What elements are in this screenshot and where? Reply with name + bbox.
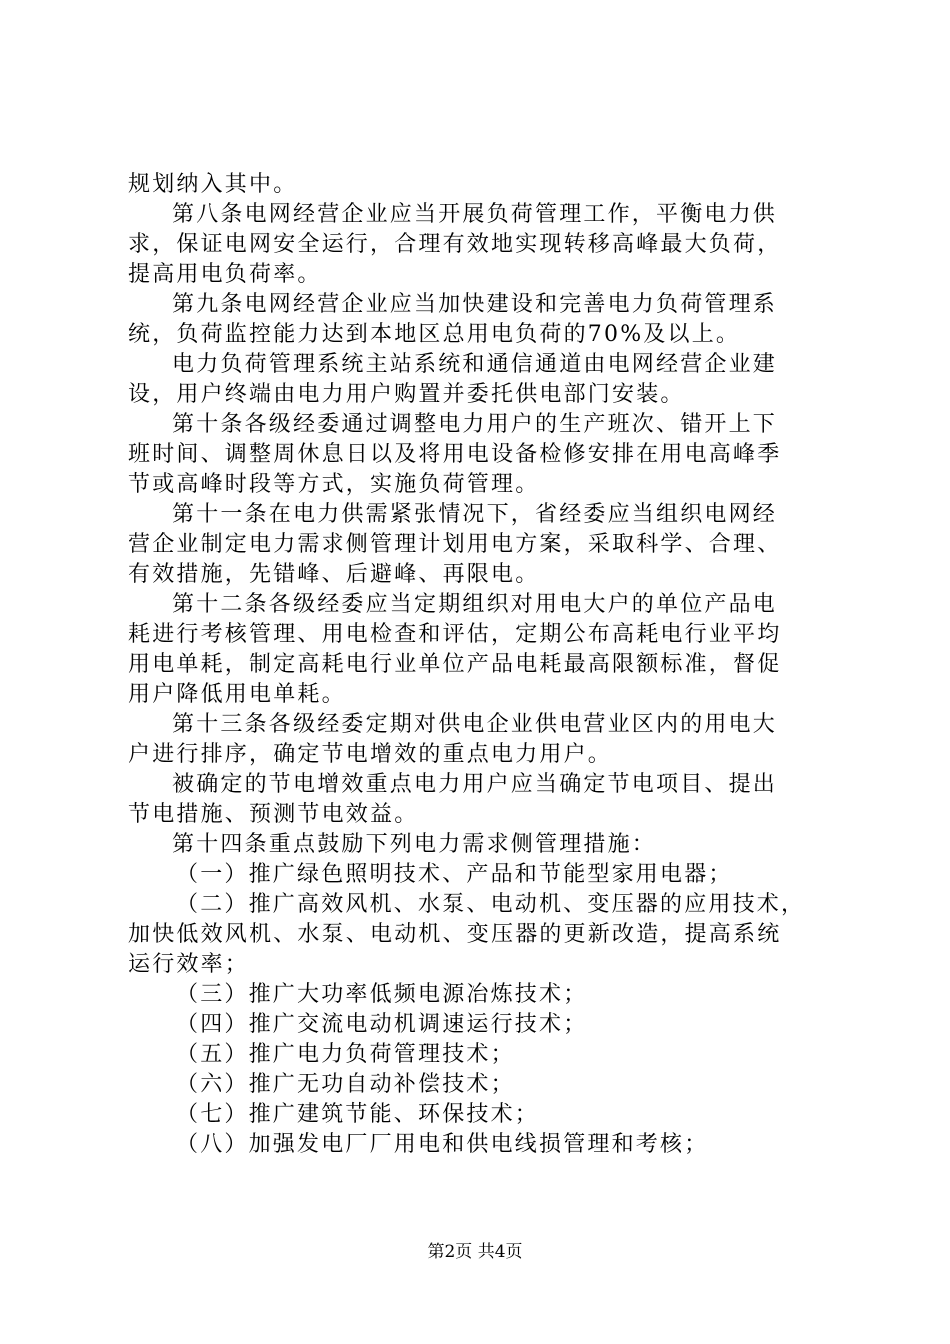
text-line: 户进行排序，确定节电增效的重点电力用户。 xyxy=(128,742,613,767)
list-item: （六）推广无功自动补偿技术； xyxy=(176,1072,515,1097)
text-line: 有效措施，先错峰、后避峰、再限电。 xyxy=(128,562,540,587)
text-line: 营企业制定电力需求侧管理计划用电方案，采取科学、合理、 xyxy=(128,532,782,557)
text-line: 第十三条各级经委定期对供电企业供电营业区内的用电大 xyxy=(172,712,778,737)
text-line: 第九条电网经营企业应当加快建设和完善电力负荷管理系 xyxy=(172,292,778,317)
list-item: （八）加强发电厂厂用电和供电线损管理和考核； xyxy=(176,1132,709,1157)
text-line: 规划纳入其中。 xyxy=(128,172,298,197)
list-item: （二）推广高效风机、水泵、电动机、变压器的应用技术， xyxy=(176,892,806,917)
document-body xyxy=(128,170,828,1160)
text-line: 第十条各级经委通过调整电力用户的生产班次、错开上下 xyxy=(172,412,778,437)
text-line: 电力负荷管理系统主站系统和通信通道由电网经营企业建 xyxy=(172,352,778,377)
text-line: 第八条电网经营企业应当开展负荷管理工作，平衡电力供 xyxy=(172,202,778,227)
text-line: 第十四条重点鼓励下列电力需求侧管理措施： xyxy=(172,832,657,857)
text-line: 运行效率； xyxy=(128,952,250,977)
list-item: （七）推广建筑节能、环保技术； xyxy=(176,1102,540,1127)
text-line: 用户降低用电单耗。 xyxy=(128,682,346,707)
text-line: 用电单耗，制定高耗电行业单位产品电耗最高限额标准，督促 xyxy=(128,652,782,677)
text-line: 加快低效风机、水泵、电动机、变压器的更新改造，提高系统 xyxy=(128,922,782,947)
list-item: （四）推广交流电动机调速运行技术； xyxy=(176,1012,588,1037)
list-item: （五）推广电力负荷管理技术； xyxy=(176,1042,515,1067)
text-line: 求，保证电网安全运行，合理有效地实现转移高峰最大负荷， xyxy=(128,232,782,257)
text-line: 节或高峰时段等方式，实施负荷管理。 xyxy=(128,472,540,497)
text-line: 设，用户终端由电力用户购置并委托供电部门安装。 xyxy=(128,382,685,407)
text-line: 统，负荷监控能力达到本地区总用电负荷的70%及以上。 xyxy=(128,322,741,347)
text-line: 耗进行考核管理、用电检查和评估，定期公布高耗电行业平均 xyxy=(128,622,782,647)
text-line: 班时间、调整周休息日以及将用电设备检修安排在用电高峰季 xyxy=(128,442,782,467)
text-line: 提高用电负荷率。 xyxy=(128,262,322,287)
text-line: 第十二条各级经委应当定期组织对用电大户的单位产品电 xyxy=(172,592,778,617)
text-line: 节电措施、预测节电效益。 xyxy=(128,802,419,827)
text-line: 第十一条在电力供需紧张情况下，省经委应当组织电网经 xyxy=(172,502,778,527)
list-item: （三）推广大功率低频电源冶炼技术； xyxy=(176,982,588,1007)
text-line: 被确定的节电增效重点电力用户应当确定节电项目、提出 xyxy=(172,772,778,797)
list-item: （一）推广绿色照明技术、产品和节能型家用电器； xyxy=(176,862,733,887)
page-number: 第2页 共4页 xyxy=(427,1242,523,1262)
